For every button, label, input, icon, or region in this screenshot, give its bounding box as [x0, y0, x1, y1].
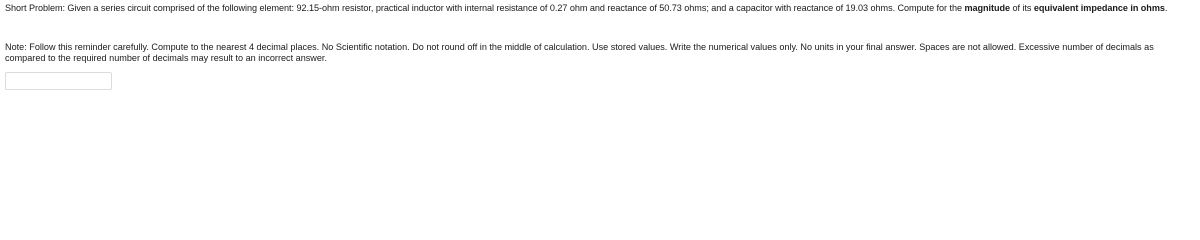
- question-suffix: .: [1164, 3, 1168, 13]
- question-bold-magnitude: magnitude: [964, 3, 1010, 13]
- question-bold-impedance: equivalent impedance in ohms: [1033, 3, 1165, 13]
- note-text: Note: Follow this reminder carefully. Compute to the nearest 4 decimal places. No Scientific notation. Do not round off in the middle of calculation. Use stored values. Write the numerical values only. No units in your final answer. Spaces are not allowed. Excessive number of decimals as compared to the required number of decimals may result to an incorrect answer.: [5, 42, 1154, 63]
- question-prefix: Short Problem: Given a series circuit comprised of the following element: 92.15-ohm resistor, practical inductor with internal resistance of 0.27 ohm and reactance of 50.73 ohms; and a capacitor with reactance of 19.03 ohms. Compute for the: [5, 3, 965, 13]
- question-middle: of its: [1010, 3, 1034, 13]
- question-text: [5, 2, 1197, 14]
- answer-input[interactable]: [5, 72, 112, 90]
